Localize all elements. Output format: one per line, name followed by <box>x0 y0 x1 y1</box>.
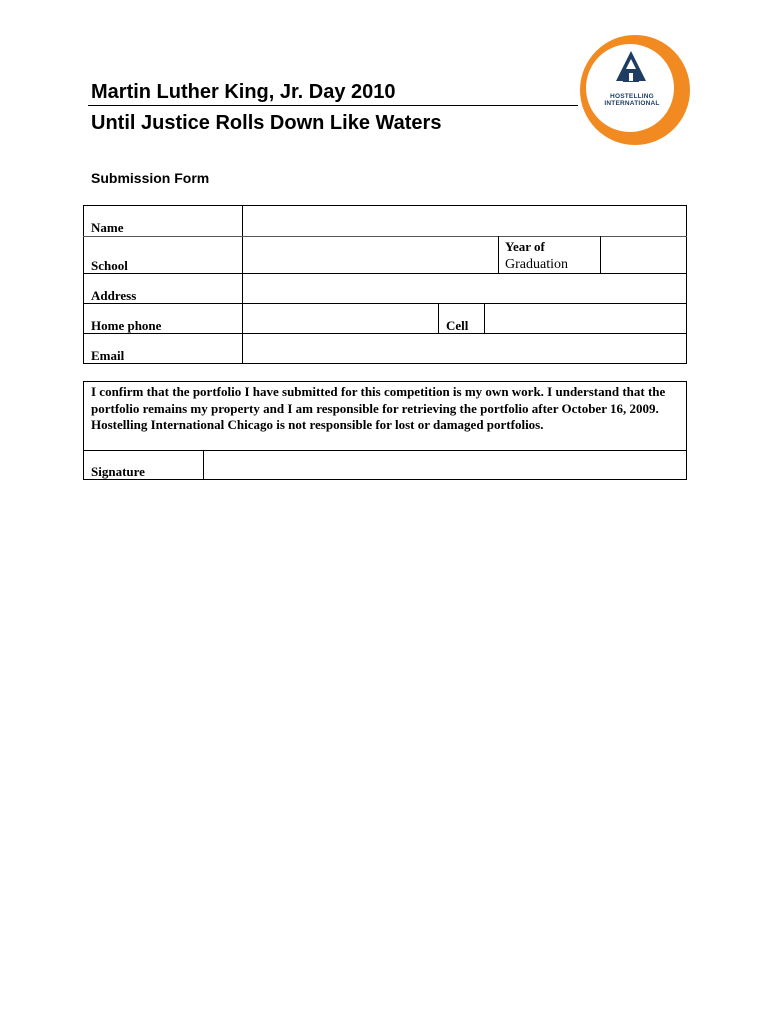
form-heading: Submission Form <box>91 170 210 186</box>
name-field[interactable] <box>244 207 685 235</box>
address-label: Address <box>91 288 137 303</box>
year-of-graduation-field[interactable] <box>602 238 685 272</box>
signature-row-divider <box>83 450 687 451</box>
cell-value-divider <box>484 303 485 333</box>
label-column-divider <box>242 205 243 364</box>
address-field[interactable] <box>244 275 685 302</box>
email-label: Email <box>91 348 125 363</box>
home-phone-field[interactable] <box>244 305 437 332</box>
row-divider <box>83 333 687 334</box>
hostelling-international-logo <box>576 31 694 149</box>
page-subtitle: Until Justice Rolls Down Like Waters <box>91 112 442 134</box>
school-field[interactable] <box>244 238 497 272</box>
row-divider <box>83 236 687 237</box>
school-label: School <box>91 258 128 273</box>
cell-field[interactable] <box>486 305 685 332</box>
signature-label-divider <box>203 450 204 480</box>
name-label: Name <box>91 220 124 235</box>
year-value-divider <box>600 236 601 273</box>
row-divider <box>83 303 687 304</box>
year-of-graduation-label: Year of <box>505 239 545 254</box>
signature-label: Signature <box>91 464 145 479</box>
year-column-divider <box>498 236 499 273</box>
page-title: Martin Luther King, Jr. Day 2010 <box>91 81 396 103</box>
email-field[interactable] <box>244 335 685 362</box>
cell-label: Cell <box>446 318 469 333</box>
cell-label-divider <box>438 303 439 333</box>
logo-ring-icon <box>576 31 694 149</box>
graduation-label: Graduation <box>505 257 568 272</box>
confirmation-statement: I confirm that the portfolio I have submitted for this competition is my own work. I understand that the portfolio remains my property and I am responsible for retrieving the portfolio after October 16, 2009. Hostelling International Chicago is not responsible for lost or damaged portfolios. <box>91 384 666 432</box>
title-divider <box>88 105 578 106</box>
logo-text-line2: INTERNATIONAL <box>604 100 660 107</box>
home-phone-label: Home phone <box>91 318 162 333</box>
signature-field[interactable] <box>205 452 685 478</box>
logo-text-line1: HOSTELLING <box>610 93 654 100</box>
row-divider <box>83 273 687 274</box>
